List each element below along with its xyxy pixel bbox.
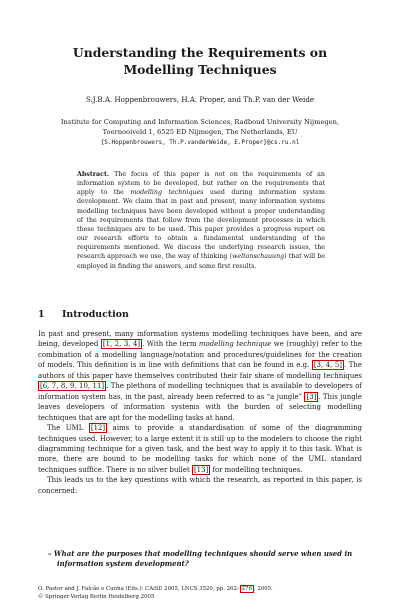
author-list: S.J.B.A. Hoppenbrouwers, H.A. Proper, and Th.P. van der Weide — [85, 95, 315, 104]
emph-modelling-technique: modelling technique — [198, 340, 272, 349]
text-run: . The authors of this paper have themselves contributed their fair share of modelling techniques — [38, 361, 362, 380]
affiliation-line-1: Institute for Computing and Information Sciences, Radboud University Nijmegen, — [60, 118, 340, 126]
section-number: 1 — [38, 309, 45, 320]
text-run: . This jungle leaves developers of information systems with the burden of selecting modelling techniques that are apt for the modelling tasks at hand. — [38, 392, 362, 422]
abstract-text: used during information system development. We claim that in past and present, many information systems modelling techniques have been developed without a proper understanding of the requirements that follow from the development processes in which these techniques are to be used. This paper provides a progress report on our research efforts to obtain a fundamental understanding of the requirements mentioned. We discuss the underlying research issues, the research approach we use, the way of thinking ( — [77, 189, 325, 261]
abstract-emph-weltanschauung: weltanschauung — [231, 253, 285, 261]
affiliation — [20, 118, 380, 147]
title-line-2: Modelling Techniques — [123, 62, 277, 77]
footer-citation — [38, 586, 368, 594]
text-run: we (roughly) refer to the combination of a modelling language/notation and procedures/guidelines for the creation of models. This definition is in line with definitions that can be found in e.g. — [38, 340, 362, 370]
text-run: aims to provide a standardisation of some of the diagramming techniques used. However, to a large extent it is still up to the modelers to choose the right diagramming technique for a given task, and the best way to apply it to this task. What is more, there are bound to be modelling tasks for which none of the UML standard techniques suffice. There is no silver bullet — [38, 424, 362, 474]
author-emails: {S.Hoppenbrouwers, Th.P.vanderWeide, E.Proper}@cs.ru.nl — [100, 138, 300, 146]
section-heading — [38, 309, 129, 320]
title-line-1: Understanding the Requirements on — [72, 45, 328, 60]
abstract — [77, 170, 325, 271]
page-range-link[interactable]: 276 — [241, 586, 252, 592]
footer-text: , 2005. — [253, 586, 273, 592]
text-run: The UML — [47, 424, 89, 433]
citation-link[interactable]: [12] — [90, 424, 106, 433]
citation-link[interactable]: [1, 2, 3, 4] — [102, 340, 141, 349]
paper-title — [40, 44, 360, 78]
section-title: Introduction — [62, 309, 129, 320]
citation-link[interactable]: [6, 7, 8, 9, 10, 11] — [40, 382, 105, 391]
text-run: . With the term — [142, 340, 199, 349]
abstract-text: The focus of this paper is — [114, 171, 215, 178]
paragraph-3: This leads us to the key questions with which the research, as reported in this paper, is concerned: — [38, 476, 362, 495]
text-run: for modelling techniques. — [210, 465, 303, 474]
abstract-text: ) that will be employed in finding the answers, and some first results. — [77, 253, 325, 270]
paragraph-1 — [38, 329, 362, 423]
research-question: – What are the purposes that modelling techniques should serve when used in information system development? — [48, 549, 353, 569]
abstract-label: Abstract. — [77, 171, 110, 178]
citation-link[interactable]: [13] — [193, 465, 209, 474]
body-text — [38, 329, 362, 496]
citation-link[interactable]: [3, 4, 5] — [313, 361, 343, 370]
footer-copyright: © Springer-Verlag Berlin Heidelberg 2005 — [38, 593, 155, 600]
abstract-emph-not: not — [214, 171, 225, 178]
page-footer — [38, 586, 368, 601]
text-run: . The plethora of modelling techniques that is available to developers of information system has, in the past, already been referred to as “a jungle” — [38, 382, 362, 401]
citation-link[interactable]: [3] — [306, 392, 317, 401]
footer-text: O. Pastor and J. Falcão e Cunha (Eds.): CAiSE 2005, LNCS 3520, pp. 262– — [38, 586, 240, 592]
paragraph-2 — [38, 423, 362, 475]
affiliation-line-2: Toernooiveld 1, 6525 ED Nijmegen, The Netherlands, EU — [102, 127, 298, 136]
text-run: In past and present, many information systems modelling techniques have been, and are being, developed — [38, 330, 362, 349]
abstract-emph-modelling-techniques: modelling techniques — [130, 189, 204, 197]
abstract-text: on the requirements of an information system to be developed, but rather on the requirements that apply to the — [77, 171, 325, 197]
